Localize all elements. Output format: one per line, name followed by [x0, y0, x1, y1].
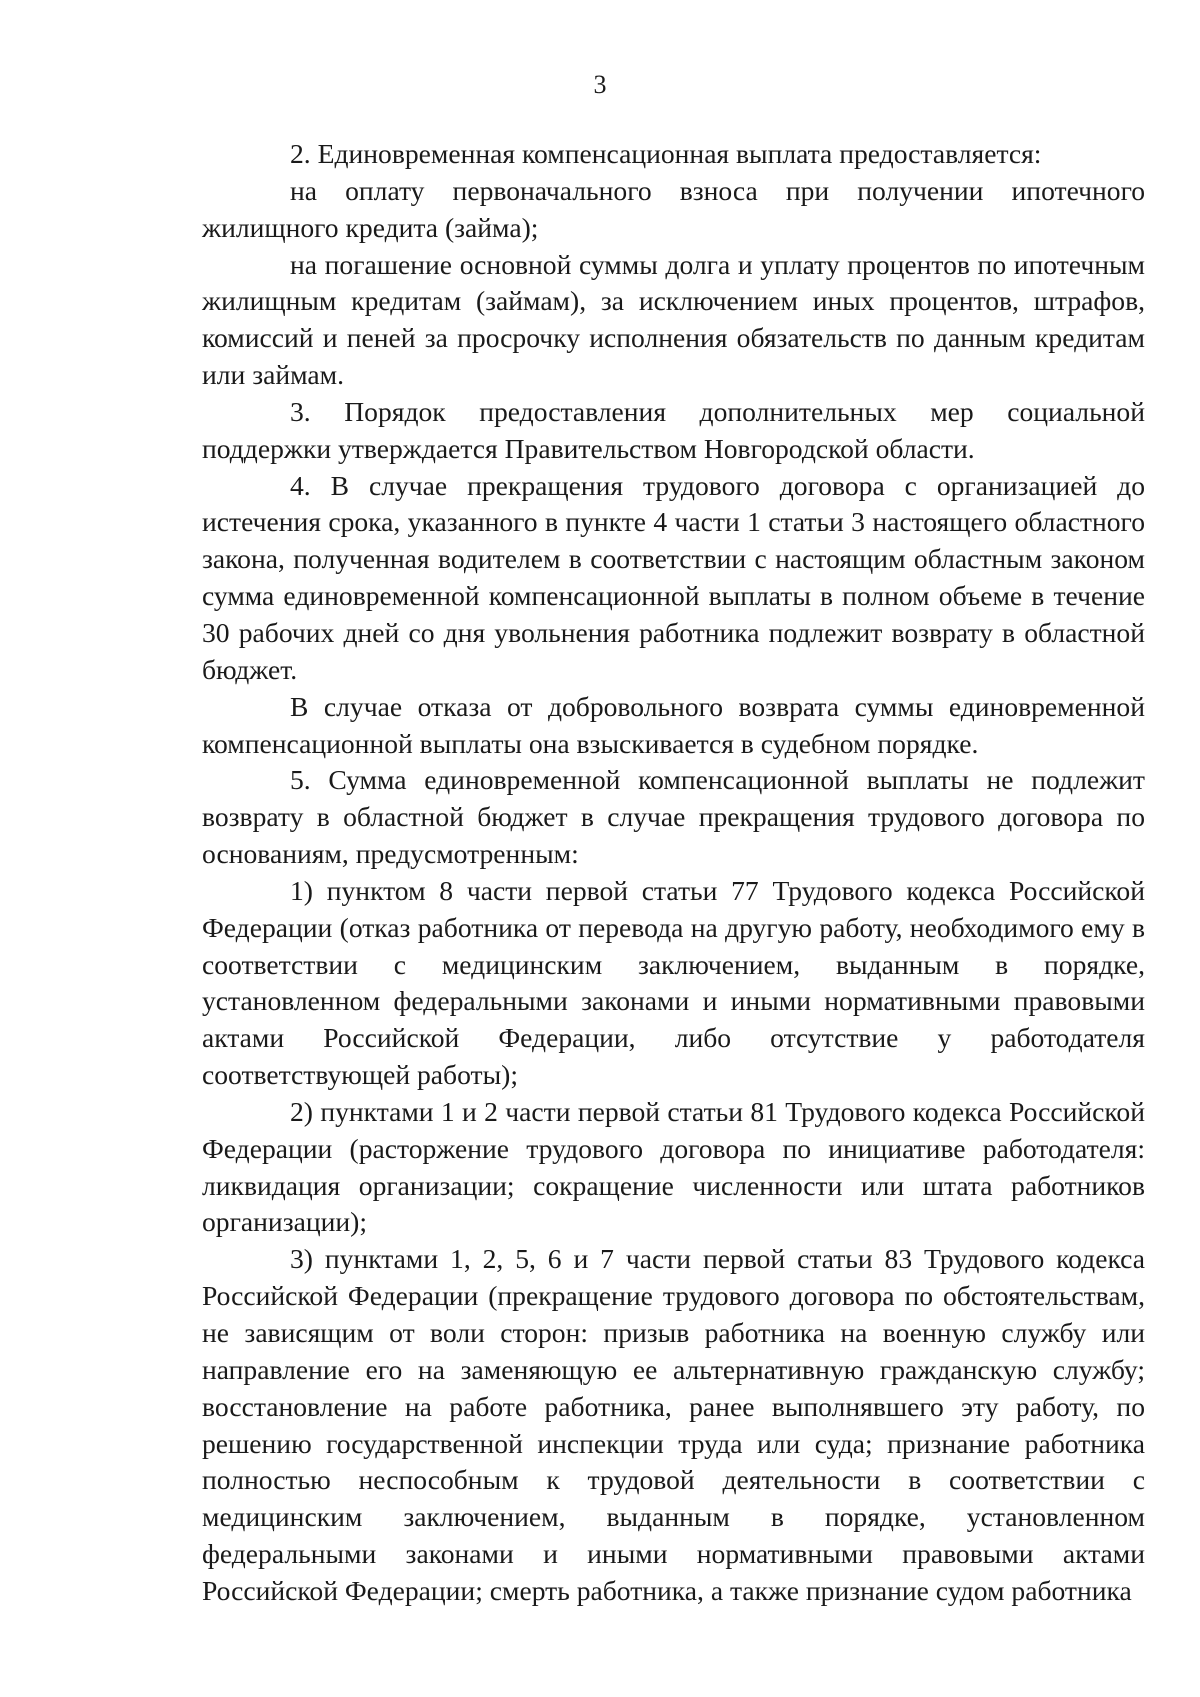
document-body — [202, 136, 1145, 1610]
paragraph-item-5: 5. Сумма единовременной компенсационной выплаты не подлежит возврату в областной бюджет в случае прекращения трудового договора по основаниям, предусмотренным: — [202, 764, 1145, 870]
page-number: 3 — [593, 70, 607, 99]
paragraph-debt-repayment: на погашение основной суммы долга и уплату процентов по ипотечным жилищным кредитам (займам), за исключением иных процентов, штрафов, комиссий и пеней за просрочку исполнения обязательств по данным кредитам или займам. — [202, 248, 1145, 391]
paragraph-down-payment: на оплату первоначального взноса при получении ипотечного жилищного кредита (займа); — [202, 174, 1145, 243]
paragraph-item-3: 3. Порядок предоставления дополнительных мер социальной поддержки утверждается Правительством Новгородской области. — [202, 395, 1145, 464]
paragraph-subitem-1: 1) пунктом 8 части первой статьи 77 Трудового кодекса Российской Федерации (отказ работника от перевода на другую работу, необходимого ему в соответствии с медицинским заключением, выданным в порядке, установленном федеральными законами и иными нормативными правовыми актами Российской Федерации, либо отсутствие у работодателя соответствующей работы); — [202, 874, 1145, 1091]
paragraph-refusal-return: В случае отказа от добровольного возврата суммы единовременной компенсационной выплаты она взыскивается в судебном порядке. — [202, 690, 1145, 759]
paragraph-item-4: 4. В случае прекращения трудового договора с организацией до истечения срока, указанного в пункте 4 части 1 статьи 3 настоящего областного закона, полученная водителем в соответствии с настоящим областным законом сумма единовременной компенсационной выплаты в полном объеме в течение 30 рабочих дней со дня увольнения работника подлежит возврату в областной бюджет. — [202, 469, 1145, 685]
paragraph-subitem-2: 2) пунктами 1 и 2 части первой статьи 81 Трудового кодекса Российской Федерации (расторжение трудового договора по инициативе работодателя: ликвидация организации; сокращение численности или штата работников организации); — [202, 1095, 1145, 1238]
paragraph-item-2: 2. Единовременная компенсационная выплата предоставляется: — [290, 138, 1042, 169]
paragraph-subitem-3: 3) пунктами 1, 2, 5, 6 и 7 части первой статьи 83 Трудового кодекса Российской Федерации (прекращение трудового договора по обстоятельствам, не зависящим от воли сторон: призыв работника на военную службу или направление его на заменяющую ее альтернативную гражданскую службу; восстановление на работе работника, ранее выполнявшего эту работу, по решению государственной инспекции труда или суда; признание работника полностью неспособным к трудовой деятельности в соответствии с медицинским заключением, выданным в порядке, установленном федеральными законами и иными нормативными правовыми актами Российской Федерации; смерть работника, а также признание судом работника — [202, 1243, 1145, 1606]
